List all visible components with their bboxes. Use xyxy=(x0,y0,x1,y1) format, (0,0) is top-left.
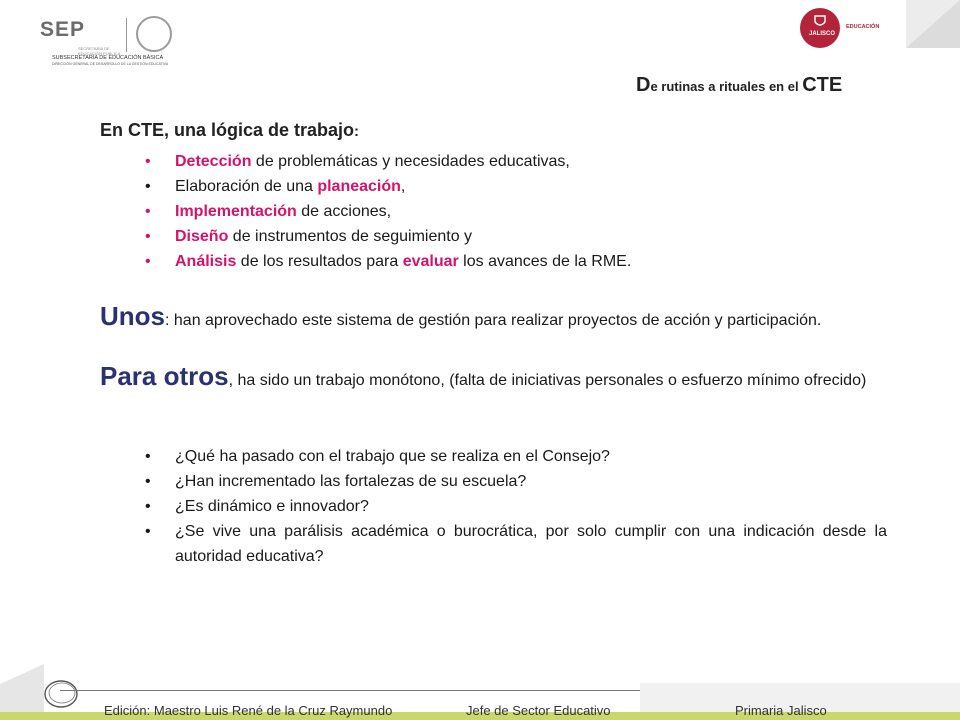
bullet-icon: • xyxy=(145,203,151,220)
list-item xyxy=(145,174,631,199)
sep-logo-word: SEP xyxy=(40,18,86,41)
highlight-term: Detección xyxy=(175,153,252,170)
item-text: Elaboración de una xyxy=(175,178,318,195)
question-text: ¿Se vive una parálisis académica o burocrática, por solo cumplir con una indicación desde la autoridad educativa? xyxy=(175,523,887,565)
corner-decoration-top xyxy=(900,0,960,50)
slide-title xyxy=(636,74,842,97)
jalisco-education-label: EDUCACIÓN xyxy=(846,24,880,30)
item-text: de acciones, xyxy=(296,203,392,220)
paragraph-lead: Para otros xyxy=(100,361,229,391)
item-text: de los resultados para xyxy=(236,253,403,270)
question-text: ¿Han incrementado las fortalezas de su escuela? xyxy=(175,473,527,490)
list-item xyxy=(145,199,631,224)
question-text: ¿Qué ha pasado con el trabajo que se realiza en el Consejo? xyxy=(175,448,610,465)
bullet-icon: • xyxy=(145,228,151,245)
bullet-icon: • xyxy=(145,473,151,490)
highlight-term: Análisis xyxy=(175,253,237,270)
bullet-icon: • xyxy=(145,153,151,170)
highlight-term: Implementación xyxy=(175,203,297,220)
jalisco-badge xyxy=(800,8,840,48)
paragraph-unos xyxy=(100,301,886,333)
question-text: ¿Es dinámico e innovador? xyxy=(175,498,369,515)
national-seal-icon xyxy=(136,16,172,52)
item-text-end: , xyxy=(400,178,406,195)
item-text-end: los avances de la RME. xyxy=(458,253,632,270)
highlight-term: Diseño xyxy=(175,228,229,245)
paragraph-para-otros xyxy=(100,361,886,393)
bullet-icon: • xyxy=(145,253,151,270)
list-item xyxy=(145,494,887,519)
jalisco-logo xyxy=(800,8,895,48)
sep-logo-subtext: SECRETARÍA DE EDUCACIÓN PÚBLICA xyxy=(78,46,121,56)
footer-divider xyxy=(60,690,640,691)
footer-place: Primaria Jalisco xyxy=(735,703,827,718)
paragraph-text: : han aprovechado este sistema de gestión para realizar proyectos de acción y participación. xyxy=(165,312,822,329)
jalisco-word: JALISCO xyxy=(809,31,836,37)
list-item xyxy=(145,444,887,469)
sep-logo-divider xyxy=(126,18,127,52)
bullet-icon: • xyxy=(145,448,151,465)
bullet-icon: • xyxy=(145,178,151,195)
list-item xyxy=(145,224,631,249)
section-heading xyxy=(100,120,359,141)
title-last: CTE xyxy=(802,74,843,96)
bullet-icon: • xyxy=(145,523,151,540)
footer-role: Jefe de Sector Educativo xyxy=(466,703,611,718)
paragraph-text: , ha sido un trabajo monótono, (falta de iniciativas personales o esfuerzo mínimo ofrecido) xyxy=(228,372,867,389)
subsecretaria-label: SUBSECRETARÍA DE EDUCACIÓN BÁSICA xyxy=(52,55,164,61)
list-item xyxy=(145,149,631,174)
list-item xyxy=(145,249,631,274)
title-initial: D xyxy=(636,74,651,96)
section-heading-text: En CTE, una lógica de trabajo xyxy=(100,120,355,140)
footer xyxy=(0,700,960,720)
list-item xyxy=(145,469,887,494)
section-heading-colon: : xyxy=(354,123,360,140)
work-logic-list xyxy=(145,149,631,274)
highlight-term: planeación xyxy=(317,178,401,195)
list-item xyxy=(145,519,887,569)
sep-logo xyxy=(22,8,169,66)
footer-author: Edición: Maestro Luis René de la Cruz Raymundo xyxy=(104,703,393,718)
direccion-label: DIRECCIÓN GENERAL DE DESARROLLO DE LA GESTIÓN EDUCATIVA xyxy=(52,62,169,66)
highlight-term: evaluar xyxy=(402,253,459,270)
paragraph-lead: Unos xyxy=(100,301,165,331)
item-text: de problemáticas y necesidades educativas, xyxy=(251,153,570,170)
crest-icon xyxy=(813,14,827,28)
item-text: de instrumentos de seguimiento y xyxy=(228,228,473,245)
bullet-icon: • xyxy=(145,498,151,515)
title-middle: e rutinas a rituales en el xyxy=(650,79,803,94)
questions-list xyxy=(145,444,887,569)
